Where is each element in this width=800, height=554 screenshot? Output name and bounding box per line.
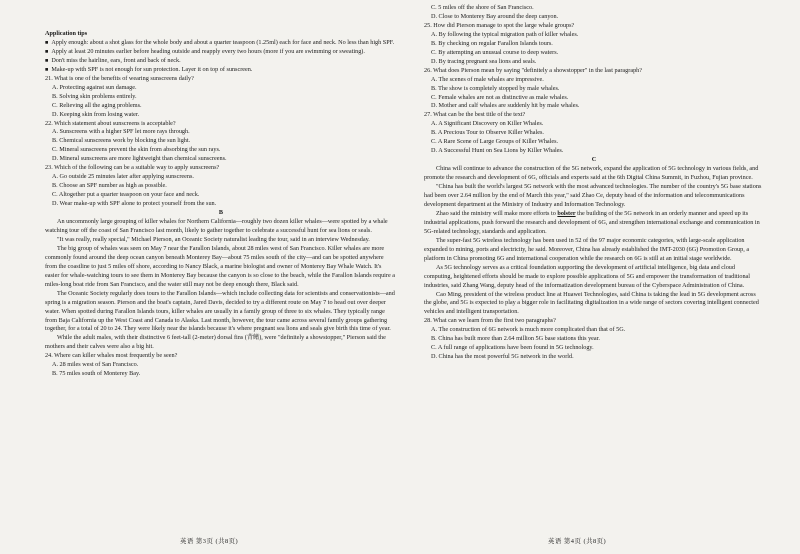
passage-paragraph: "It was really, really special," Michael Pierson, an Oceanic Society naturalist leading the tour, said in an interview Wednesday.	[57, 235, 370, 243]
page-footer-right: 英语 第4页 (共8页)	[548, 538, 607, 545]
tip-item: ■ Apply enough: about a shot glass for the whole body and about a quarter teaspoon (1.25ml) each for face and neck. No less than high SPF.	[45, 39, 397, 48]
q21-option-d: D. Keeping skin from losing water.	[52, 110, 140, 118]
bolster-word: bolster	[557, 209, 576, 217]
q27-option-c: C. A Rare Scene of Large Groups of Killer Whales.	[431, 138, 559, 146]
right-column	[424, 4, 764, 362]
q28-option-d: D. China has the most powerful 5G network in the world.	[431, 353, 574, 361]
q21-option-c: C. Relieving all the aging problems.	[52, 101, 142, 109]
passage-paragraph-bolster	[424, 210, 764, 237]
q25-option-d: D. By tracing pregnant sea lions and seals.	[431, 57, 537, 65]
q21-option-a: A. Protecting against sun damage.	[52, 83, 137, 91]
q22-option-d: D. Mineral sunscreens are more lightweight than chemical sunscreens.	[52, 155, 227, 163]
passage-paragraph: "China has built the world's largest 5G network with the most advanced technologies. The number of the country's 5G base stations had been over 2.64 million by the end of March this year," said Zhao Ce, deputy head of the information and telecommunications development department at the Ministry of Industry and Information Technology.	[424, 183, 762, 208]
section-b-heading: B	[218, 209, 224, 217]
q28-option-c: C. A full range of applications have been found in 5G technology.	[431, 344, 594, 352]
q23-option-d: D. Wear make-up with SPF alone to protect yourself from the sun.	[52, 200, 217, 208]
question-26: 26. What does Pierson mean by saying "definitely a showstopper" in the last paragraph?	[424, 66, 643, 74]
passage-paragraph: Cao Ming, president of the wireless product line at Huawei Technologies, said China is taking the lead in 5G development across the globe, and 5G is expected to play a bigger role in facilitating digitalization in a wide range of sectors covering intelligent connected vehicles and intelligent transportation.	[424, 290, 759, 316]
bolster-post: the building of the 5G network in an orderly manner and speed up its industrial applications, push forward the research and development of 6G, and strengthen international exchange and communication in 5G-related technology, standards and application.	[424, 209, 760, 235]
passage-paragraph: As 5G technology serves as a critical foundation supporting the development of artificial intelligence, big data and cloud computing, heightened efforts should be made to explore possible applications of 5G and empower the transformation of traditional industries, said Zhang Wang, deputy head of the informatization development bureau of the Cyberspace Administration of China.	[424, 263, 751, 289]
tip-item: ■ Don't miss the hairline, ears, front and back of neck.	[45, 57, 397, 66]
q22-option-a: A. Sunscreens with a higher SPF let more rays through.	[52, 128, 190, 136]
q25-option-a: A. By following the typical migration path of killer whales.	[431, 30, 579, 38]
question-22: 22. Which statement about sunscreens is acceptable?	[45, 119, 176, 127]
tip-item: ■ Make-up with SPF is not enough for sun protection. Layer it on top of sunscreen.	[45, 66, 397, 75]
passage-paragraph: While the adult males, with their distinctive 6 feet-tall (2-meter) dorsal fins (背鳍), were "definitely a showstopper," Pierson said the mothers and their calves were also a big hit.	[45, 334, 386, 351]
q26-option-a: A. The scenes of male whales are impressive.	[431, 75, 544, 83]
q24-option-b: B. 75 miles south of Monterey Bay.	[52, 370, 141, 378]
q25-option-b: B. By checking on regular Farallon Islands tours.	[431, 39, 553, 47]
page-footer-left: 英语 第3页 (共8页)	[180, 538, 239, 545]
passage-paragraph: The big group of whales was seen on May 7 near the Farallon Islands, about 28 miles west of San Francisco. Killer whales are more commonly found around the deep ocean canyon beneath Monterey Bay—about 75 miles south of the city—and can be spotted anywhere from the coastline to just 5 miles off shore, according to Nancy Black, a marine biologist and owner of Monterey Bay Whale Watch. It's easier for whale-watching tours to see them in Monterey Bay because the canyon is so close to the beach, while the Farallon Islands require a miles-long boat ride from San Francisco, and the water still may not be deep enough there, Black said.	[45, 244, 395, 288]
q27-option-d: D. A Successful Hunt on Sea Lions by Killer Whales.	[431, 147, 564, 155]
bolster-pre: Zhao said the ministry will make more efforts to	[436, 209, 558, 217]
left-column	[45, 30, 397, 379]
q28-option-a: A. The construction of 6G network is much more complicated than that of 5G.	[431, 326, 626, 334]
question-28: 28. What can we learn from the first two paragraphs?	[424, 317, 556, 325]
q26-option-d: D. Mother and calf whales are suddenly hit by male whales.	[431, 102, 580, 110]
q26-option-c: C. Female whales are not as distinctive as male whales.	[431, 93, 569, 101]
question-21: 21. What is one of the benefits of wearing sunscreens daily?	[45, 74, 194, 82]
question-24: 24. Where can killer whales most frequently be seen?	[45, 352, 178, 360]
q22-option-b: B. Chemical sunscreens work by blocking the sun light.	[52, 137, 191, 145]
question-27: 27. What can be the best title of the text?	[424, 111, 526, 119]
q21-option-b: B. Solving skin problems entirely.	[52, 92, 137, 100]
q27-option-a: A. A Significant Discovery on Killer Whales.	[431, 120, 544, 128]
q23-option-b: B. Choose an SPF number as high as possible.	[52, 182, 167, 190]
q25-option-c: C. By attempting an unusual course to deep waters.	[431, 48, 559, 56]
q28-option-b: B. China has built more than 2.64 million 5G base stations this year.	[431, 335, 600, 343]
tips-heading: Application tips	[45, 30, 88, 37]
q22-option-c: C. Mineral sunscreens prevent the skin from absorbing the sun rays.	[52, 146, 221, 154]
section-c-heading: C	[591, 156, 597, 164]
passage-paragraph: China will continue to advance the construction of the 5G network, expand the application of 5G technology in various fields, and promote the research and development of 6G, officials and experts said at the 6th Digital China Summit, in Fuzhou, Fujian province.	[424, 165, 759, 182]
q24-option-a: A. 28 miles west of San Francisco.	[52, 361, 139, 369]
passage-paragraph: The Oceanic Society regularly does tours to the Farallon Islands—which include collecting data for scientists and conservationists—and spring is a migration season. Pierson and the boat's captain, Jared Davis, decided to try a different route on May 7 to head out over deeper water. When spotted during Farallon Islands tours, killer whales are usually in a family group of three to six whales. They typically range from Baja California up the West Coast and Canada to Alaska. Last month, however, the tour came across several family groups gathering together, for a total of 20 to 24. They were likely near the islands because it's where pregnant sea lions and seals give birth this time of year.	[45, 289, 395, 333]
question-25: 25. How did Pierson manage to spot the large whale groups?	[424, 21, 575, 29]
q24-option-c: C. 5 miles off the shore of San Francisco.	[431, 4, 534, 11]
q26-option-b: B. The show is completely stopped by male whales.	[431, 84, 560, 92]
tip-item: ■ Apply at least 20 minutes earlier before heading outside and reapply every two hours (more if you are swimming or sweating).	[45, 48, 397, 57]
q27-option-b: B. A Precious Tour to Observe Killer Whales.	[431, 129, 544, 137]
q24-option-d: D. Close to Monterey Bay around the deep canyon.	[431, 12, 559, 20]
passage-paragraph: The super-fast 5G wireless technology has been used in 52 of the 97 major economic categories, with large-scale application expanded to mining, ports and electricity, he said. Moreover, China has already established the IMT-2030 (6G) Promotion Group, a platform in China promoting 6G and international cooperation while the research on 6G is still at an initial stage worldwide.	[424, 236, 750, 262]
q23-option-c: C. Altogether put a quarter teaspoon on your face and neck.	[52, 191, 200, 199]
passage-paragraph: An uncommonly large grouping of killer whales for Northern California—roughly two dozen killer whales—were spotted by a whale watching tour off the coast of San Francisco last month, likely to gather together to celebrate a successful hunt for sea lions or seals.	[45, 218, 388, 234]
q23-option-a: A. Go outside 25 minutes later after applying sunscreens.	[52, 173, 194, 181]
question-23: 23. Which of the following can be a suitable way to apply sunscreens?	[45, 164, 220, 172]
